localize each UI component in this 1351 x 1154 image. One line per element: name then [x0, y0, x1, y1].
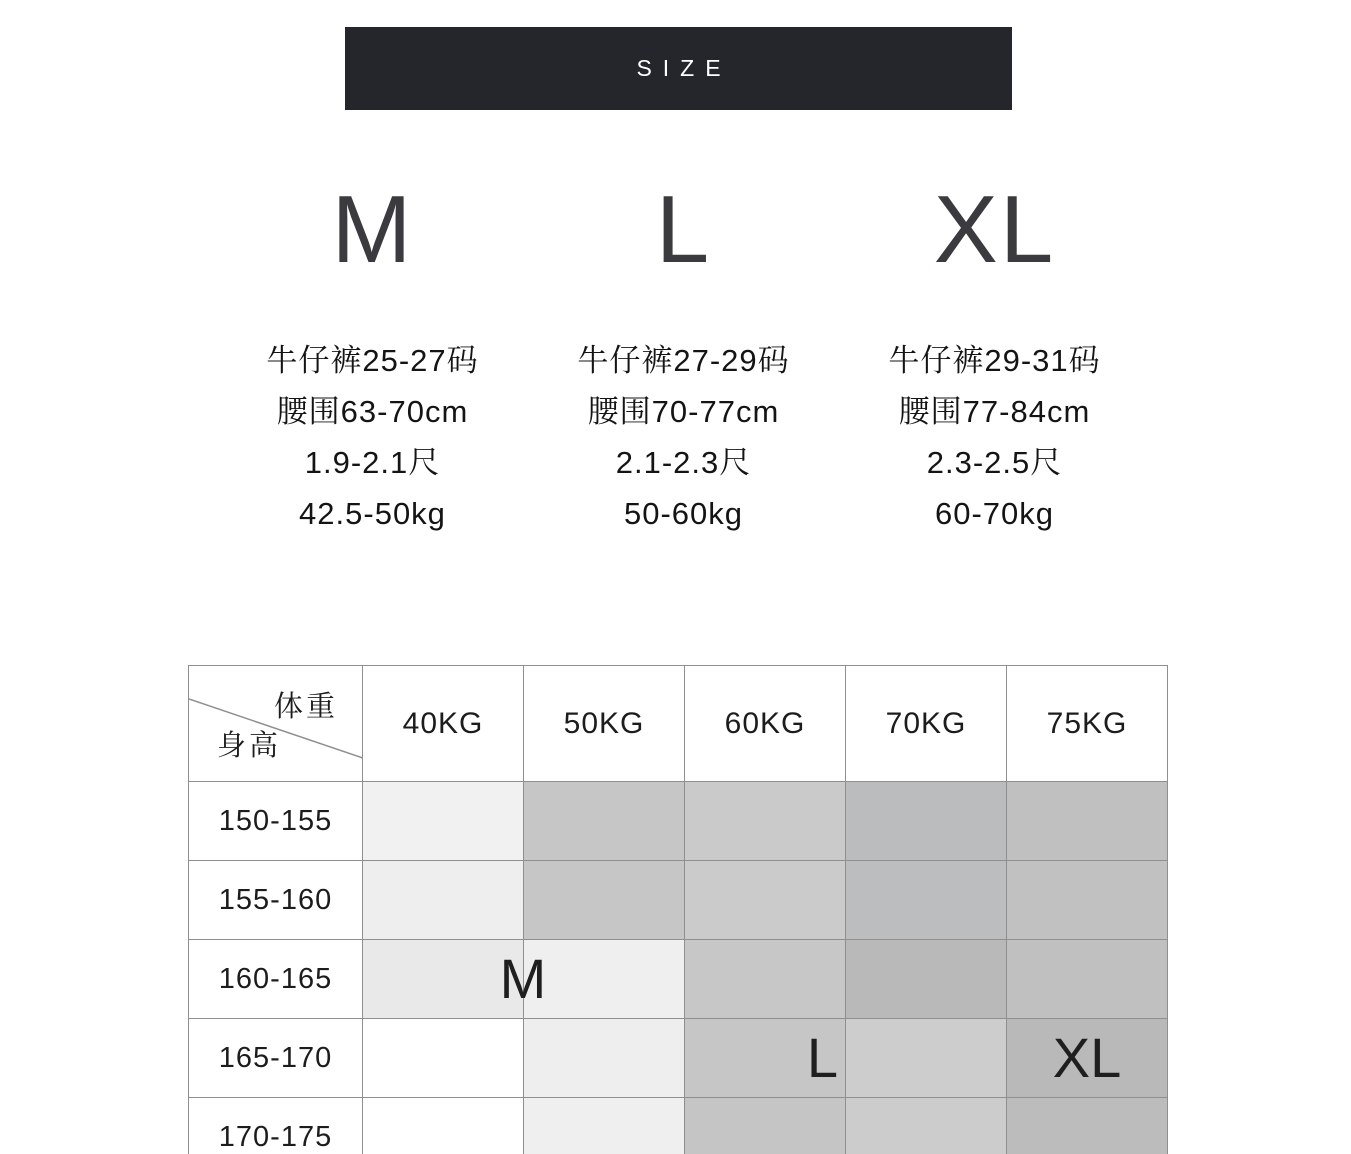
- weight-header-cell: 50KG: [524, 666, 685, 782]
- size-letter-m: M: [331, 176, 414, 283]
- height-row-label: 150-155: [189, 782, 363, 861]
- size-column-xl: [839, 176, 1150, 539]
- size-region-cell: [524, 782, 685, 861]
- size-region-cell: [685, 1098, 846, 1154]
- size-region-cell: [1007, 940, 1168, 1019]
- size-region-cell: [846, 1098, 1007, 1154]
- size-region-cell: [846, 940, 1007, 1019]
- weight-header-cell: 75KG: [1007, 666, 1168, 782]
- size-letter-xl: XL: [933, 176, 1056, 283]
- size-region-cell: [363, 1019, 524, 1098]
- size-spec-line: 牛仔裤29-31码: [888, 343, 1101, 378]
- size-region-cell: [846, 861, 1007, 940]
- size-specs-l: [528, 335, 839, 539]
- cell-size-letter: L: [806, 1026, 838, 1089]
- weight-header-cell: 70KG: [846, 666, 1007, 782]
- table-corner-cell: [189, 666, 363, 782]
- height-row-label: 160-165: [189, 940, 363, 1019]
- size-region-cell: [685, 861, 846, 940]
- size-region-cell: [685, 1019, 846, 1098]
- size-spec-line: 腰围63-70cm: [276, 394, 469, 429]
- height-weight-size-table: [188, 665, 1168, 1154]
- size-region-cell: [363, 940, 547, 1019]
- size-column-l: [528, 176, 839, 539]
- size-column-m: [217, 176, 528, 539]
- cell-size-letter: XL: [1052, 1026, 1122, 1089]
- height-row-label: 165-170: [189, 1019, 363, 1098]
- size-region-cell: [1007, 782, 1168, 861]
- size-spec-line: 50-60kg: [623, 496, 744, 531]
- height-row-label: 170-175: [189, 1098, 363, 1154]
- size-spec-line: 牛仔裤27-29码: [577, 343, 790, 378]
- size-region-cell: [685, 782, 846, 861]
- size-spec-line: 1.9-2.1尺: [304, 445, 441, 480]
- corner-height-label: 身高: [217, 730, 282, 762]
- size-region-cell: [685, 940, 846, 1019]
- size-region-cell: [524, 861, 685, 940]
- size-spec-line: 42.5-50kg: [299, 496, 446, 531]
- corner-weight-label: 体重: [273, 691, 338, 723]
- size-spec-line: 60-70kg: [934, 496, 1055, 531]
- size-region-cell: [363, 861, 524, 940]
- weight-header-cell: 60KG: [685, 666, 846, 782]
- height-row-label: 155-160: [189, 861, 363, 940]
- size-spec-line: 2.3-2.5尺: [926, 445, 1063, 480]
- size-spec-line: 腰围70-77cm: [587, 394, 780, 429]
- size-banner-label: SIZE: [636, 55, 732, 81]
- size-region-cell: [524, 1098, 685, 1154]
- weight-header-cell: 40KG: [363, 666, 524, 782]
- size-columns: [217, 176, 1150, 539]
- size-region-cell: [524, 1019, 685, 1098]
- size-region-cell: [846, 1019, 1007, 1098]
- size-region-cell: [1007, 861, 1168, 940]
- size-region-cell: [846, 782, 1007, 861]
- size-region-cell: [1007, 1098, 1168, 1154]
- cell-size-letter: M: [499, 947, 547, 1010]
- size-letter-l: L: [655, 176, 712, 283]
- size-specs-m: [217, 335, 528, 539]
- size-spec-line: 牛仔裤25-27码: [266, 343, 479, 378]
- size-region-cell: [524, 940, 685, 1019]
- size-specs-xl: [839, 335, 1150, 539]
- size-spec-line: 腰围77-84cm: [898, 394, 1091, 429]
- size-spec-line: 2.1-2.3尺: [615, 445, 752, 480]
- size-banner: [345, 27, 1012, 110]
- size-region-cell: [363, 782, 524, 861]
- size-region-cell: [363, 1098, 524, 1154]
- size-region-cell: [1007, 1019, 1168, 1098]
